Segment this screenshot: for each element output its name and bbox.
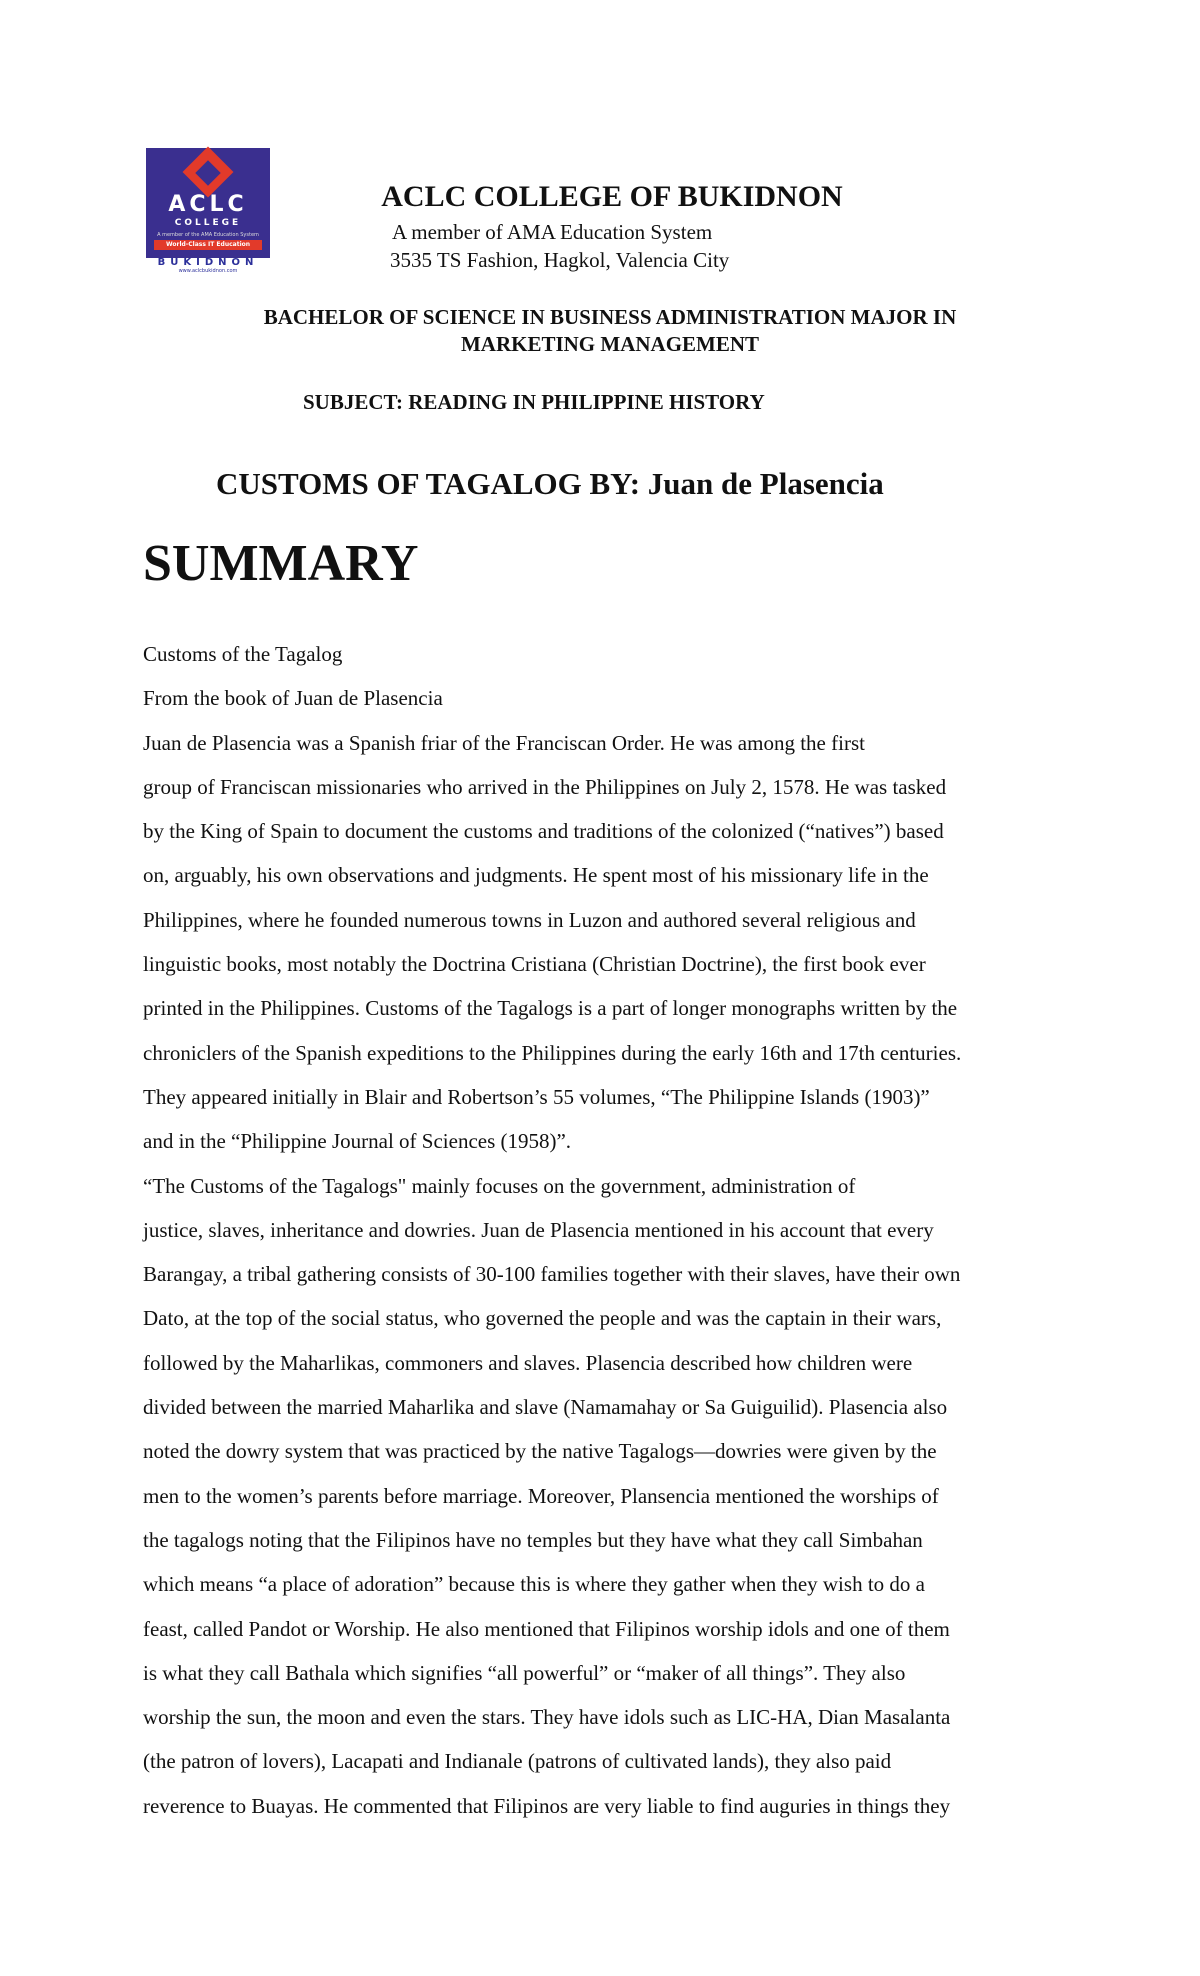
body-line: (the patron of lovers), Lacapati and Indianale (patrons of cultivated lands), they also paid: [143, 1749, 892, 1774]
body-line: “The Customs of the Tagalogs" mainly focuses on the government, administration of: [143, 1173, 856, 1198]
college-address: 3535 TS Fashion, Hagkol, Valencia City: [390, 248, 730, 272]
logo-member-note: A member of the AMA Education System: [157, 232, 259, 238]
logo-college: COLLEGE: [174, 218, 242, 228]
program-title: BACHELOR OF SCIENCE IN BUSINESS ADMINISTRATION MAJOR IN MARKETING MANAGEMENT: [263, 305, 957, 356]
body-line: chroniclers of the Spanish expeditions to the Philippines during the early 16th and 17th centuries.: [143, 1040, 962, 1065]
college-name: ACLC COLLEGE OF BUKIDNON: [381, 180, 843, 213]
subject-line: SUBJECT: READING IN PHILIPPINE HISTORY: [303, 390, 765, 414]
body-line: men to the women’s parents before marriage. Moreover, Plansencia mentioned the worships of: [143, 1483, 939, 1508]
body-line: noted the dowry system that was practiced by the native Tagalogs—dowries were given by the: [143, 1439, 937, 1464]
body-line: and in the “Philippine Journal of Sciences (1958)”.: [143, 1129, 572, 1154]
body-line: From the book of Juan de Plasencia: [143, 686, 443, 711]
summary-body: [143, 632, 1083, 1828]
logo-campus: BUKIDNON: [157, 257, 259, 268]
body-line: Customs of the Tagalog: [143, 642, 343, 666]
body-line: reverence to Buayas. He commented that Filipinos are very liable to find auguries in things they: [143, 1793, 951, 1818]
logo-mark: ACLC: [168, 192, 248, 217]
body-line: which means “a place of adoration” because this is where they gather when they wish to do a: [143, 1572, 925, 1597]
body-line: worship the sun, the moon and even the stars. They have idols such as LIC-HA, Dian Masalanta: [143, 1705, 951, 1730]
body-line: is what they call Bathala which signifies “all powerful” or “maker of all things”. They also: [143, 1660, 906, 1685]
body-line: on, arguably, his own observations and judgments. He spent most of his missionary life in the: [143, 863, 929, 888]
body-line: the tagalogs noting that the Filipinos have no temples but they have what they call Simbahan: [143, 1527, 923, 1552]
logo-tagline: World-Class IT Education: [154, 240, 262, 250]
body-line: by the King of Spain to document the customs and traditions of the colonized (“natives”) based: [143, 819, 944, 844]
logo-url: www.aclcbukidnon.com: [178, 268, 238, 274]
body-line: feast, called Pandot or Worship. He also mentioned that Filipinos worship idols and one of them: [143, 1616, 950, 1641]
body-line: Dato, at the top of the social status, who governed the people and was the captain in their wars,: [143, 1306, 942, 1331]
body-line: followed by the Maharlikas, commoners and slaves. Plasencia described how children were: [143, 1350, 913, 1375]
body-line: linguistic books, most notably the Doctrina Cristiana (Christian Doctrine), the first book ever: [143, 952, 926, 977]
body-line: divided between the married Maharlika and slave (Namamahay or Sa Guiguilid). Plasencia also: [143, 1395, 948, 1420]
document-title: CUSTOMS OF TAGALOG BY: Juan de Plasencia: [216, 466, 884, 501]
body-line: printed in the Philippines. Customs of the Tagalogs is a part of longer monographs written by the: [143, 996, 958, 1021]
body-line: They appeared initially in Blair and Robertson’s 55 volumes, “The Philippine Islands (1903)”: [143, 1084, 930, 1109]
body-line: Juan de Plasencia was a Spanish friar of the Franciscan Order. He was among the first: [143, 730, 865, 755]
section-heading: SUMMARY: [143, 535, 419, 592]
body-line: justice, slaves, inheritance and dowries. Juan de Plasencia mentioned in his account that every: [143, 1217, 934, 1242]
body-line: group of Franciscan missionaries who arrived in the Philippines on July 2, 1578. He was tasked: [143, 774, 947, 799]
body-line: Philippines, where he founded numerous towns in Luzon and authored several religious and: [143, 907, 916, 932]
body-line: Barangay, a tribal gathering consists of 30-100 families together with their slaves, have their own: [143, 1262, 961, 1287]
member-line: A member of AMA Education System: [392, 220, 713, 244]
